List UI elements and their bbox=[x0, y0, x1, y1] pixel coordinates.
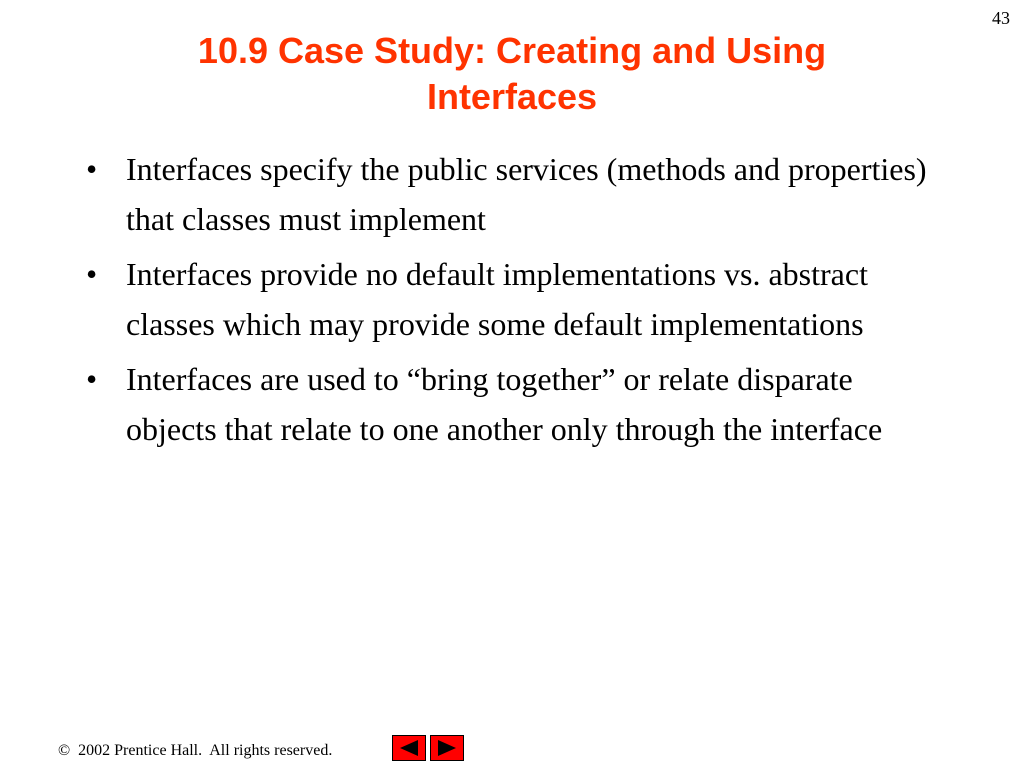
bullet-item bbox=[84, 354, 944, 454]
slide-title-line-2: Interfaces bbox=[426, 76, 598, 117]
bullet-text: Interfaces are used to “bring together” or relate disparate objects that relate to one another only through the interface bbox=[126, 361, 883, 447]
bullet-item bbox=[84, 144, 944, 244]
right-arrow-icon bbox=[436, 739, 458, 757]
bullet-text: Interfaces specify the public services (methods and properties) that classes must implement bbox=[126, 151, 927, 237]
bullet-marker: • bbox=[86, 151, 98, 187]
bullet-list bbox=[84, 144, 944, 459]
footer-copyright: © 2002 Prentice Hall. All rights reserved. bbox=[58, 742, 333, 759]
bullet-marker: • bbox=[86, 361, 98, 397]
bullet-text: Interfaces provide no default implementations vs. abstract classes which may provide some default implementations bbox=[126, 256, 868, 342]
bullet-marker: • bbox=[86, 256, 98, 292]
slide-title-line-1: 10.9 Case Study: Creating and Using bbox=[197, 30, 827, 71]
page-number: 43 bbox=[992, 8, 1010, 28]
previous-slide-button[interactable] bbox=[392, 735, 426, 761]
left-arrow-icon bbox=[398, 739, 420, 757]
slide-title bbox=[0, 28, 1024, 120]
slide-navigation bbox=[392, 735, 464, 761]
bullet-item bbox=[84, 249, 944, 349]
next-slide-button[interactable] bbox=[430, 735, 464, 761]
